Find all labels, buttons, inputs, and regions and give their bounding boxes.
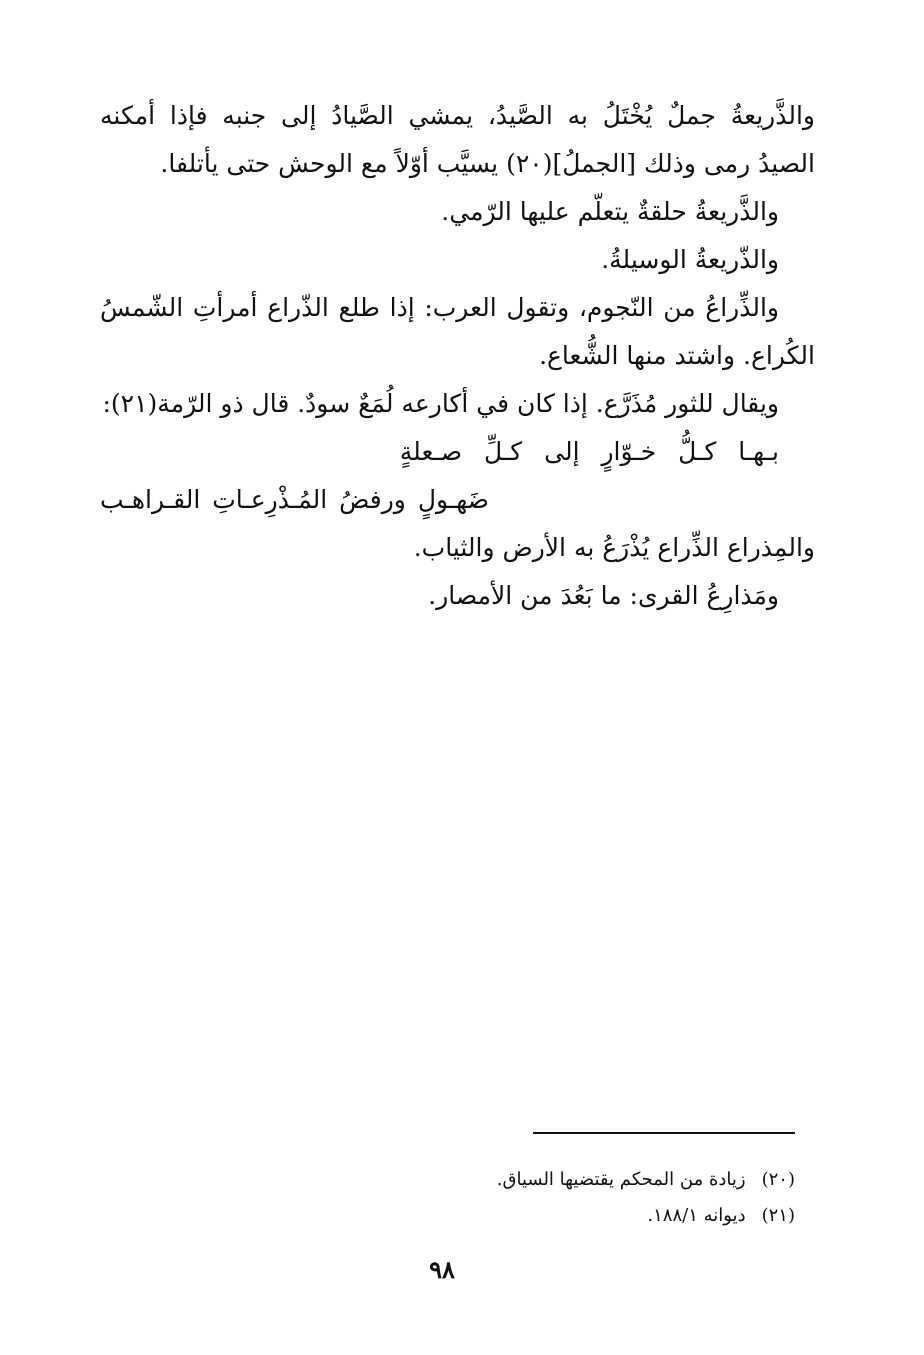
- footnote-text: ديوانه ١٨٨/١.: [647, 1205, 746, 1226]
- verse-hemistich-1: بـهـا كـلُّ خـوّارٍ إلى كـلِّ صـعلةٍ: [399, 437, 779, 466]
- text-line: ومَذارِعُ القرى: ما بَعُدَ من الأمصار.: [428, 581, 779, 610]
- text-line: الكُراع. واشتد منها الشُّعاع.: [539, 341, 815, 370]
- text-line: والذَّريعةُ حلقةٌ يتعلّم عليها الرّمي.: [441, 197, 779, 226]
- text-line: والذَّريعةُ جملٌ يُخْتَلُ به الصَّيدُ، يمشي الصَّيادُ إلى جنبه فإذا أمكنه: [100, 101, 815, 130]
- conjunction-wa: و: [802, 533, 815, 562]
- text-line: والذّريعةُ الوسيلةُ.: [601, 245, 779, 274]
- text-line-rest: المِذراع الذِّراع يُذْرَعُ به الأرض والثياب.: [413, 533, 803, 562]
- footnote-item: [300, 1198, 795, 1234]
- verse-hemistich-2: ضَهـولٍ ورفضُ المُـذْرِعـاتِ القـراهـب: [100, 485, 489, 514]
- text-line: الصيدُ رمى وذلك [الجملُ](٢٠) يسيَّب أوّلاً مع الوحش حتى يأتلفا.: [160, 149, 815, 178]
- footnote-number: (٢٠): [761, 1169, 795, 1190]
- page-number: ٩٨: [429, 1255, 455, 1284]
- text-line: [100, 524, 815, 572]
- footnote-number: (٢١): [761, 1205, 795, 1226]
- footnote-divider: [533, 1132, 795, 1134]
- text-line: ويقال للثور مُذَرَّع. إذا كان في أكارعه لُمَعٌ سودٌ. قال ذو الرّمة(٢١):: [102, 389, 779, 418]
- footnote-text: زيادة من المحكم يقتضيها السياق.: [496, 1169, 746, 1190]
- footnote-item: [300, 1162, 795, 1198]
- footnotes: [300, 1162, 795, 1234]
- text-line: والذِّراعُ من النّجوم، وتقول العرب: إذا طلع الذّراع أمرأتِ الشّمسُ: [100, 293, 779, 322]
- main-text: [100, 92, 815, 620]
